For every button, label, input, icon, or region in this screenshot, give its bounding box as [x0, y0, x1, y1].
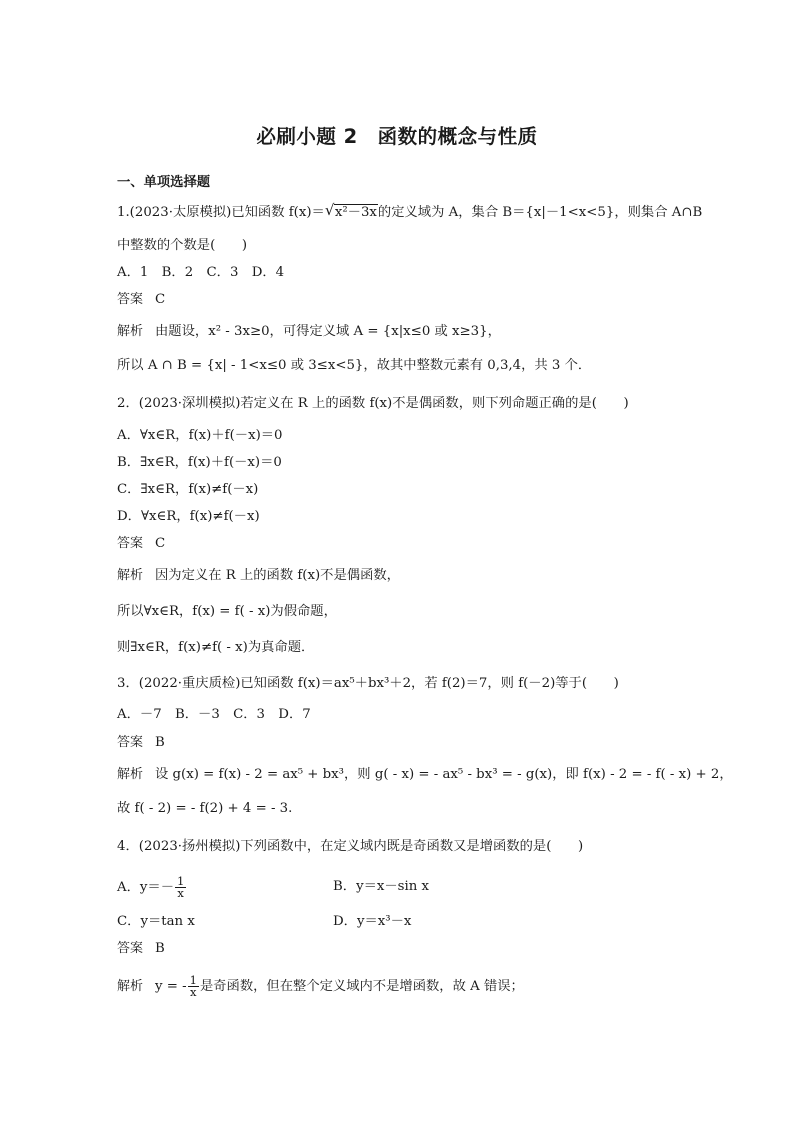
- q1-analysis-text1: 由题设，x² - 3x≥0，可得定义域 A = {x|x≤0 或 x≥3}，: [155, 324, 501, 339]
- q2-answer: [117, 535, 165, 553]
- q1-answer-value: C: [155, 292, 166, 307]
- q4-option-a: [117, 876, 187, 899]
- q4-option-c: C．y＝tan x: [117, 914, 195, 929]
- q4-analysis-line1: [117, 975, 524, 998]
- q3-analysis-line2: 故 f( - 2) = - f(2) + 4 = - 3.: [117, 801, 293, 816]
- q2-analysis-line2: 所以∀x∈R，f(x) = f( - x)为假命题，: [117, 604, 337, 619]
- analysis-label: 解析: [117, 568, 144, 583]
- q3-answer-value: B: [155, 735, 165, 750]
- analysis-label: 解析: [117, 324, 144, 339]
- q1-sqrt-expression: [324, 201, 378, 222]
- q1-stem-b: 的定义域为 A，集合 B＝{x|－1<x<5}，则集合 A∩B: [377, 205, 703, 220]
- q1-stem-a: 1.(2023·太原模拟)已知函数 f(x)＝: [117, 205, 325, 220]
- section-heading: 一、单项选择题: [117, 175, 211, 190]
- q4-analysis-prefix: y = -: [155, 979, 187, 994]
- q1-stem-line1: [117, 201, 703, 222]
- fraction-numerator: 1: [189, 973, 197, 987]
- analysis-label: 解析: [117, 979, 144, 994]
- q1-analysis-line2: 所以 A ∩ B = {x| - 1<x≤0 或 3≤x<5}，故其中整数元素有 0,3,4，共 3 个．: [117, 358, 592, 373]
- q4-option-d: D．y＝x³－x: [333, 914, 412, 929]
- q1-answer: [117, 291, 165, 309]
- q1-radicand: x²－3x: [334, 205, 377, 220]
- q2-analysis-text1: 因为定义在 R 上的函数 f(x)不是偶函数，: [155, 568, 400, 583]
- q3-stem: 3．(2022·重庆质检)已知函数 f(x)＝ax⁵＋bx³＋2，若 f(2)＝7，则 f(－2)等于( ): [117, 676, 619, 691]
- q2-option-c: C．∃x∈R，f(x)≠f(－x): [117, 482, 259, 497]
- answer-label: 答案: [117, 941, 144, 956]
- q3-analysis-line1: [117, 766, 733, 784]
- fraction-numerator: 1: [177, 874, 185, 888]
- q4-analysis-suffix: 是奇函数，但在整个定义域内不是增函数，故 A 错误；: [199, 979, 524, 994]
- answer-label: 答案: [117, 735, 144, 750]
- q4-option-a-fraction: [175, 876, 186, 899]
- q3-options: A．－7 B．－3 C．3 D．7: [117, 707, 311, 722]
- q2-answer-value: C: [155, 536, 166, 551]
- page-title: 必刷小题 2 函数的概念与性质: [256, 125, 538, 148]
- q4-analysis-fraction: [188, 975, 199, 998]
- answer-label: 答案: [117, 536, 144, 551]
- q2-option-a: A．∀x∈R，f(x)＋f(－x)＝0: [117, 428, 283, 443]
- q1-analysis-line1: [117, 323, 501, 341]
- q4-stem: 4．(2023·扬州模拟)下列函数中，在定义域内既是奇函数又是增函数的是( ): [117, 839, 584, 854]
- q2-option-d: D．∀x∈R，f(x)≠f(－x): [117, 509, 260, 524]
- q4-answer: [117, 940, 165, 958]
- answer-label: 答案: [117, 292, 144, 307]
- q2-analysis-line1: [117, 567, 400, 585]
- q1-options: A．1 B．2 C．3 D．4: [117, 265, 285, 280]
- q1-stem-line2: 中整数的个数是( ): [117, 238, 248, 253]
- analysis-label: 解析: [117, 767, 144, 782]
- fraction-denominator: x: [177, 886, 184, 900]
- q4-answer-value: B: [155, 941, 165, 956]
- q3-analysis-text1: 设 g(x) = f(x) - 2 = ax⁵ + bx³，则 g( - x) = - ax⁵ - bx³ = - g(x)，即 f(x) - 2 = - f( - x) + 2，: [155, 767, 733, 782]
- q2-analysis-line3: 则∃x∈R，f(x)≠f( - x)为真命题．: [117, 640, 315, 655]
- sqrt-sign-icon: √: [324, 201, 335, 219]
- q4-option-a-prefix: A．y＝－: [117, 880, 175, 895]
- q3-answer: [117, 734, 165, 752]
- q2-option-b: B．∃x∈R，f(x)＋f(－x)＝0: [117, 455, 282, 470]
- q4-option-b: B．y＝x－sin x: [333, 879, 430, 894]
- q2-stem: 2．(2023·深圳模拟)若定义在 R 上的函数 f(x)不是偶函数，则下列命题正确的是( ): [117, 396, 629, 411]
- fraction-denominator: x: [190, 985, 197, 999]
